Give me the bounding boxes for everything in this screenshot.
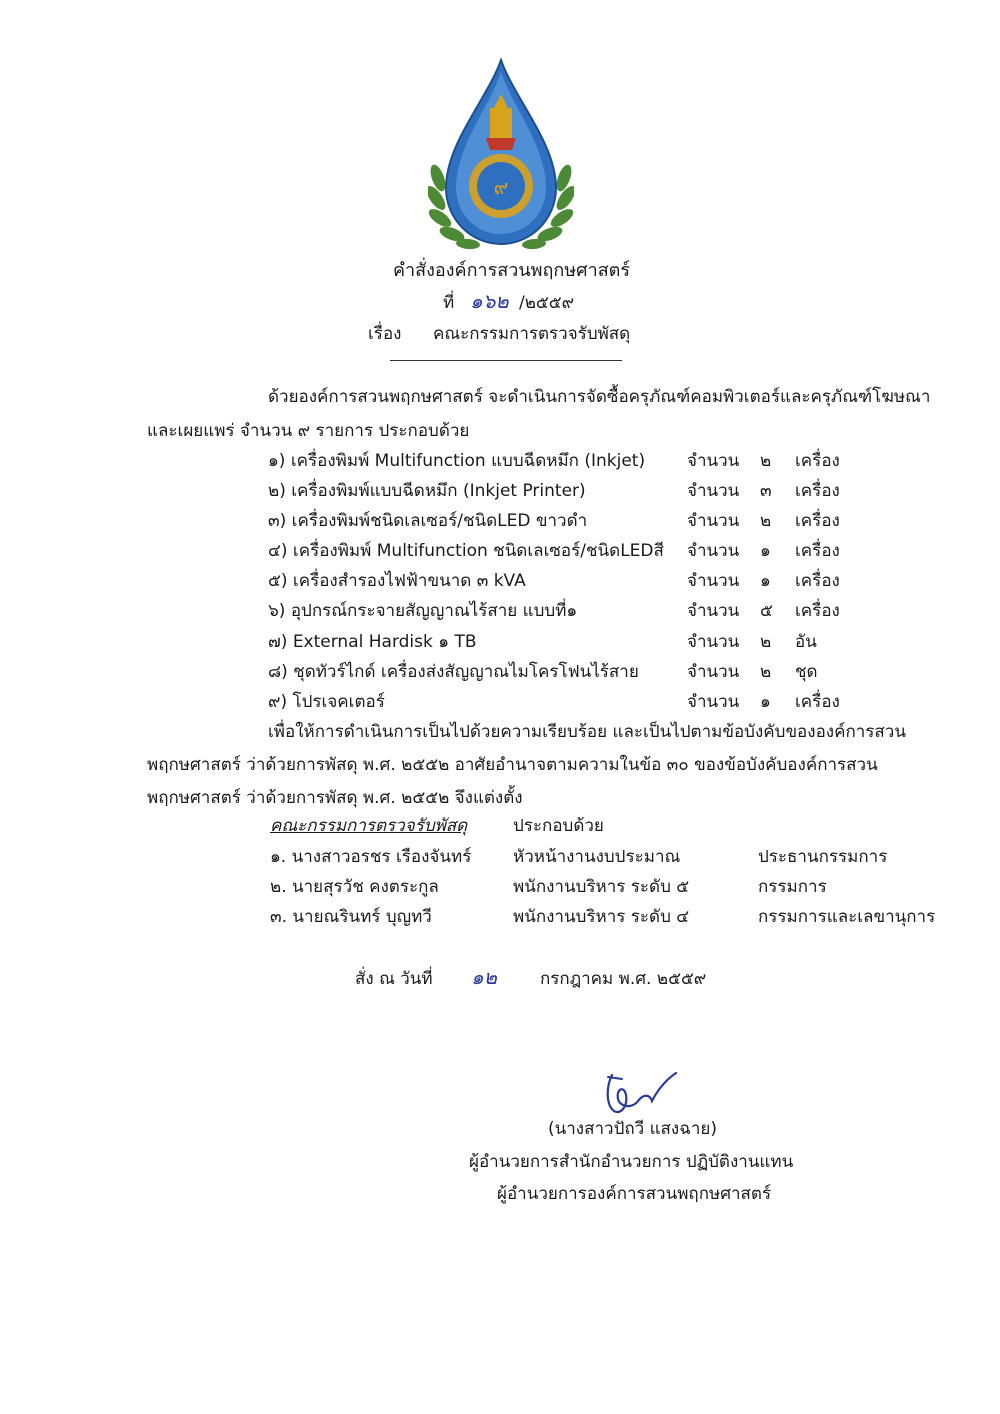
item-unit: เครื่อง	[795, 541, 840, 561]
paragraph-line-2: พฤกษศาสตร์ ว่าด้วยการพัสดุ พ.ศ. ๒๕๕๒ อาศัยอำนาจตามความในข้อ ๓๐ ของข้อบังคับองค์การสวน	[147, 755, 878, 775]
member-position: หัวหน้างานงบประมาณ	[513, 847, 681, 867]
signature-mark	[598, 1067, 680, 1119]
signer-title-line-1: ผู้อำนวยการสำนักอำนวยการ ปฏิบัติงานแทน	[469, 1152, 794, 1172]
item-name: ๙) โปรเจคเตอร์	[268, 692, 385, 712]
item-qty: ๑	[760, 571, 771, 591]
member-role: กรรมการและเลขานุการ	[758, 907, 936, 927]
member-name: ๒. นายสุรวัช คงตระกูล	[270, 877, 439, 897]
intro-line-1: ด้วยองค์การสวนพฤกษศาสตร์ จะดำเนินการจัดซื้อครุภัณฑ์คอมพิวเตอร์และครุภัณฑ์โฆษณา	[268, 387, 931, 407]
item-qty-label: จำนวน	[687, 511, 740, 531]
item-unit: เครื่อง	[795, 692, 840, 712]
member-name: ๓. นายณรินทร์ บุญทวี	[270, 907, 432, 927]
svg-text:๙: ๙	[493, 175, 509, 199]
item-qty-label: จำนวน	[687, 632, 740, 652]
order-date-month-year: กรกฎาคม พ.ศ. ๒๕๕๙	[540, 969, 707, 989]
item-name: ๕) เครื่องสำรองไฟฟ้าขนาด ๓ kVA	[268, 571, 526, 591]
committee-heading: คณะกรรมการตรวจรับพัสดุ	[270, 816, 468, 836]
item-unit: ชุด	[795, 662, 818, 682]
subject-text: คณะกรรมการตรวจรับพัสดุ	[433, 324, 631, 344]
subject-label: เรื่อง	[368, 324, 402, 344]
item-qty-label: จำนวน	[687, 601, 740, 621]
item-unit: เครื่อง	[795, 451, 840, 471]
header-divider	[390, 360, 622, 361]
member-position: พนักงานบริหาร ระดับ ๕	[513, 877, 690, 897]
member-role: ประธานกรรมการ	[758, 847, 888, 867]
item-qty-label: จำนวน	[687, 662, 740, 682]
order-title: คำสั่งองค์การสวนพฤกษศาสตร์	[393, 260, 631, 281]
item-unit: เครื่อง	[795, 481, 840, 501]
item-name: ๑) เครื่องพิมพ์ Multifunction แบบฉีดหมึก (Inkjet)	[268, 451, 646, 471]
item-qty-label: จำนวน	[687, 541, 740, 561]
item-qty: ๒	[760, 511, 772, 531]
item-unit: เครื่อง	[795, 571, 840, 591]
item-name: ๓) เครื่องพิมพ์ชนิดเลเซอร์/ชนิดLED ขาวดำ	[268, 511, 588, 531]
signer-title-line-2: ผู้อำนวยการองค์การสวนพฤกษศาสตร์	[497, 1184, 772, 1204]
item-qty: ๒	[760, 632, 772, 652]
order-date-prefix: สั่ง ณ วันที่	[355, 969, 433, 989]
item-name: ๒) เครื่องพิมพ์แบบฉีดหมึก (Inkjet Printer)	[268, 481, 586, 501]
item-name: ๘) ชุดทัวร์ไกด์ เครื่องส่งสัญญาณไมโครโฟนไร้สาย	[268, 662, 639, 682]
item-unit: เครื่อง	[795, 601, 840, 621]
committee-heading-suffix: ประกอบด้วย	[513, 816, 604, 836]
item-qty-label: จำนวน	[687, 571, 740, 591]
organization-logo	[428, 58, 574, 250]
paragraph-line-1: เพื่อให้การดำเนินการเป็นไปด้วยความเรียบร้อย และเป็นไปตามข้อบังคับขององค์การสวน	[268, 722, 906, 742]
intro-line-2: และเผยแพร่ จำนวน ๙ รายการ ประกอบด้วย	[147, 421, 470, 441]
item-unit: อัน	[795, 632, 817, 652]
item-name: ๔) เครื่องพิมพ์ Multifunction ชนิดเลเซอร์/ชนิดLEDสี	[268, 541, 664, 561]
member-name: ๑. นางสาวอรชร เรืองจันทร์	[270, 847, 472, 867]
item-qty: ๓	[760, 481, 772, 501]
item-qty: ๕	[760, 601, 773, 621]
order-date-day-handwritten: ๑๒	[471, 965, 497, 989]
item-unit: เครื่อง	[795, 511, 840, 531]
item-qty-label: จำนวน	[687, 451, 740, 471]
order-number-year: /๒๕๕๙	[519, 293, 575, 313]
item-qty-label: จำนวน	[687, 692, 740, 712]
signer-name: (นางสาวปัถวี แสงฉาย)	[548, 1119, 717, 1139]
item-qty-label: จำนวน	[687, 481, 740, 501]
item-name: ๗) External Hardisk ๑ TB	[268, 632, 477, 652]
item-qty: ๑	[760, 541, 771, 561]
order-number-prefix: ที่	[443, 293, 455, 313]
item-qty: ๑	[760, 692, 771, 712]
member-role: กรรมการ	[758, 877, 827, 897]
item-name: ๖) อุปกรณ์กระจายสัญญาณไร้สาย แบบที่๑	[268, 601, 578, 621]
member-position: พนักงานบริหาร ระดับ ๔	[513, 907, 690, 927]
item-qty: ๒	[760, 451, 772, 471]
order-number-handwritten: ๑๖๒	[470, 289, 509, 313]
paragraph-line-3: พฤกษศาสตร์ ว่าด้วยการพัสดุ พ.ศ. ๒๕๕๒ จึงแต่งตั้ง	[147, 788, 523, 808]
item-qty: ๒	[760, 662, 772, 682]
